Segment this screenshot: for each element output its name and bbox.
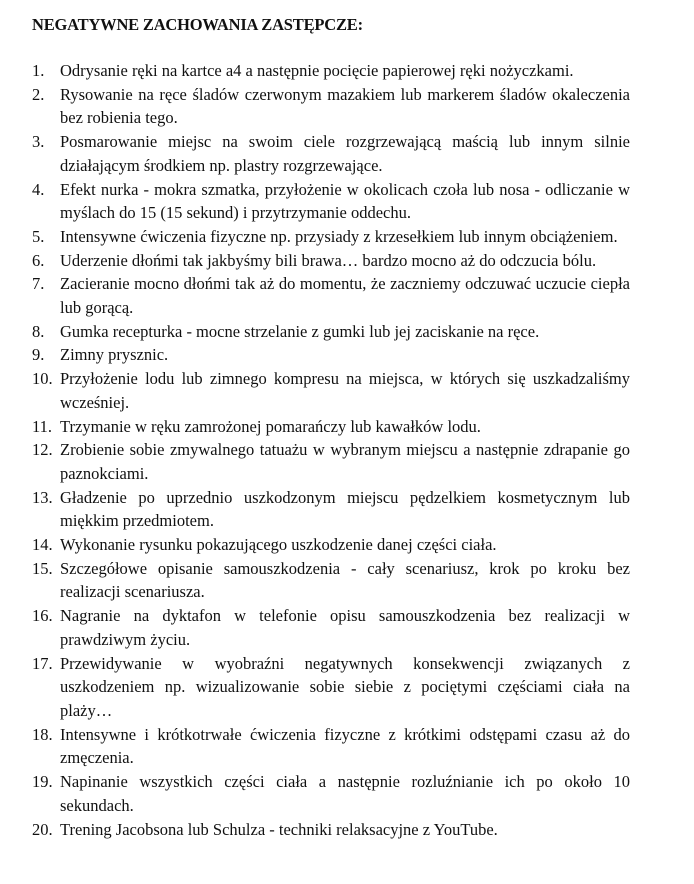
item-text: Przyłożenie lodu lub zimnego kompresu na miejsca, w których się uszkadzaliśmy wcześniej.	[60, 369, 630, 412]
behaviors-list	[32, 59, 630, 841]
item-text: Intensywne ćwiczenia fizyczne np. przysiady z krzesełkiem lub innym obciążeniem.	[60, 226, 618, 246]
item-text: Zrobienie sobie zmywalnego tatuażu w wybranym miejscu a następnie zdrapanie go paznokciami.	[60, 440, 630, 483]
item-text: Zimny prysznic.	[60, 345, 169, 365]
item-number: 3.	[32, 132, 45, 152]
list-item	[32, 652, 630, 723]
item-text: Przewidywanie w wyobraźni negatywnych konsekwencji związanych z uszkodzeniem np. wizualizowanie sobie siebie z pociętymi częściami ciała na plaży…	[60, 653, 630, 720]
item-number: 4.	[32, 179, 45, 199]
item-text: Wykonanie rysunku pokazującego uszkodzenie danej części ciała.	[60, 535, 497, 555]
item-text: Intensywne i krótkotrwałe ćwiczenia fizyczne z krótkimi odstępami czasu aż do zmęczenia.	[60, 724, 630, 768]
list-item	[32, 320, 630, 344]
item-number: 16.	[32, 606, 53, 626]
item-text: Szczegółowe opisanie samouszkodzenia - cały scenariusz, krok po kroku bez realizacji scenariusza.	[60, 558, 630, 602]
list-item	[32, 272, 630, 319]
list-item	[32, 59, 630, 83]
list-item	[32, 486, 630, 533]
list-item	[32, 225, 630, 249]
list-item	[32, 130, 630, 177]
item-text: Uderzenie dłońmi tak jakbyśmy bili brawa… bardzo mocno aż do odczucia bólu.	[60, 250, 597, 270]
item-text: Efekt nurka - mokra szmatka, przyłożenie w okolicach czoła lub nosa - odliczanie w myślach do 15 (15 sekund) i przytrzymanie oddechu.	[60, 179, 630, 223]
item-text: Rysowanie na ręce śladów czerwonym mazakiem lub markerem śladów okaleczenia bez robienia tego.	[60, 84, 630, 128]
list-item	[32, 604, 630, 651]
item-text: Gładzenie po uprzednio uszkodzonym miejscu pędzelkiem kosmetycznym lub miękkim przedmiotem.	[60, 487, 630, 531]
item-text: Gumka recepturka - mocne strzelanie z gumki lub jej zaciskanie na ręce.	[60, 321, 540, 341]
item-number: 20.	[32, 819, 53, 839]
item-text: Trzymanie w ręku zamrożonej pomarańczy lub kawałków lodu.	[60, 416, 481, 436]
item-number: 14.	[32, 535, 53, 555]
item-number: 1.	[32, 61, 45, 80]
item-text: Zacieranie mocno dłońmi tak aż do momentu, że zaczniemy odczuwać uczucie ciepła lub gorącą.	[60, 274, 630, 318]
list-item	[32, 249, 630, 273]
item-text: Napinanie wszystkich części ciała a następnie rozluźnianie ich po około 10 sekundach.	[60, 772, 630, 815]
item-number: 13.	[32, 487, 53, 507]
item-number: 5.	[32, 226, 45, 246]
list-item	[32, 367, 630, 414]
item-number: 15.	[32, 558, 53, 578]
item-number: 17.	[32, 653, 53, 673]
item-number: 12.	[32, 440, 53, 460]
item-number: 7.	[32, 274, 45, 294]
item-number: 10.	[32, 369, 53, 389]
item-number: 18.	[32, 724, 53, 744]
list-item	[32, 438, 630, 485]
item-number: 8.	[32, 321, 45, 341]
list-item	[32, 770, 630, 817]
item-number: 6.	[32, 250, 45, 270]
item-text: Posmarowanie miejsc na swoim ciele rozgrzewającą maścią lub innym silnie działającym środkiem np. plastry rozgrzewające.	[60, 132, 630, 175]
item-text: Odrysanie ręki na kartce a4 a następnie pocięcie papierowej ręki nożyczkami.	[60, 61, 574, 80]
list-item	[32, 723, 630, 770]
list-item	[32, 343, 630, 367]
list-item	[32, 178, 630, 225]
item-text: Trening Jacobsona lub Schulza - techniki relaksacyjne z YouTube.	[60, 819, 498, 839]
list-item	[32, 415, 630, 439]
item-number: 9.	[32, 345, 45, 365]
list-item	[32, 83, 630, 130]
item-number: 2.	[32, 84, 45, 104]
item-text: Nagranie na dyktafon w telefonie opisu samouszkodzenia bez realizacji w prawdziwym życiu.	[60, 606, 630, 649]
item-number: 11.	[32, 416, 53, 436]
document-title: NEGATYWNE ZACHOWANIA ZASTĘPCZE:	[32, 15, 363, 34]
list-item	[32, 818, 630, 842]
item-number: 19.	[32, 772, 53, 792]
list-item	[32, 557, 630, 604]
list-item	[32, 533, 630, 557]
